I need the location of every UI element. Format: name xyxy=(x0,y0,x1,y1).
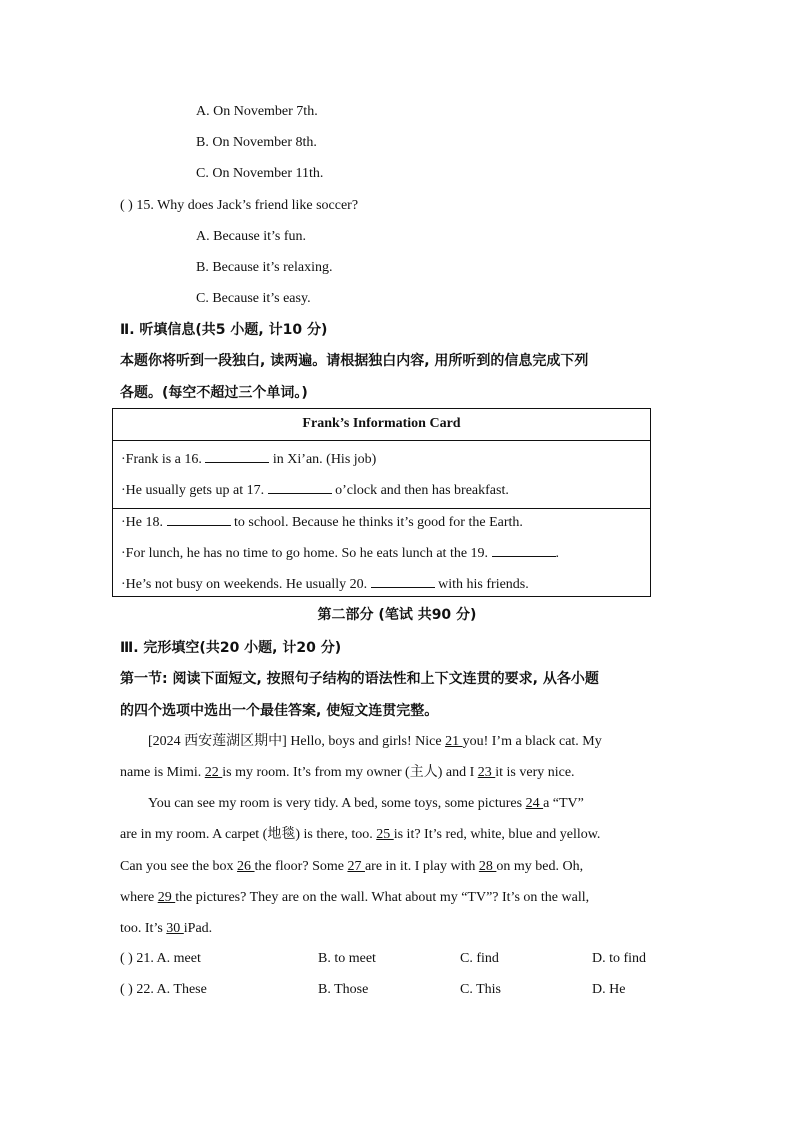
card-title: Frank’s Information Card xyxy=(302,416,461,431)
q22-option-d: D. He xyxy=(592,982,626,997)
q21-option-a: ( ) 21. A. meet xyxy=(120,951,201,966)
section2-heading: Ⅱ. 听填信息(共5 小题, 计10 分) xyxy=(120,322,328,338)
blank-17[interactable] xyxy=(268,480,332,494)
gap-25: 25 xyxy=(376,827,394,842)
q21-option-d: D. to find xyxy=(592,951,647,966)
passage-line-2: name is Mimi. 22 is my room. It’s from my owner (主人) and I 23 it is very nice. xyxy=(120,765,575,780)
gap-28: 28 xyxy=(478,859,497,874)
gap-24: 24 xyxy=(525,796,544,811)
gap-29: 29 xyxy=(157,890,176,905)
gap-27: 27 xyxy=(347,859,365,874)
q14-option-c: C. On November 11th. xyxy=(196,166,324,181)
blank-18[interactable] xyxy=(167,512,231,526)
passage-line-1: [2024 西安莲湖区期中] Hello, boys and girls! Nice 21 you! I’m a black cat. My xyxy=(148,734,602,749)
q22-option-c: C. This xyxy=(460,982,501,997)
section2-instruction: 本题你将听到一段独白, 读两遍。请根据独白内容, 用所听到的信息完成下列 xyxy=(120,353,589,369)
q22-option-b: B. Those xyxy=(318,982,369,997)
q15-question: ( ) 15. Why does Jack’s friend like soccer? xyxy=(120,198,359,213)
section3-instruction: 第一节: 阅读下面短文, 按照句子结构的语法性和上下文连贯的要求, 从各小题 xyxy=(120,671,599,687)
passage-line-3: You can see my room is very tidy. A bed, some toys, some pictures 24 a “TV” xyxy=(148,796,584,811)
q14-option-b: B. On November 8th. xyxy=(196,135,317,150)
card-row-18: ·He 18. to school. Because he thinks it’s good for the Earth. xyxy=(121,512,523,532)
q15-option-b: B. Because it’s relaxing. xyxy=(196,260,333,275)
q21-option-c: C. find xyxy=(460,951,499,966)
passage-line-6: where 29 the pictures? They are on the wall. What about my “TV”? It’s on the wall, xyxy=(120,890,590,905)
blank-19[interactable] xyxy=(492,543,556,557)
gap-21: 21 xyxy=(445,734,463,749)
blank-16[interactable] xyxy=(205,449,269,463)
card-row-20: ·He’s not busy on weekends. He usually 20. with his friends. xyxy=(121,574,529,594)
gap-23: 23 xyxy=(477,765,496,780)
card-row-16: ·Frank is a 16. in Xi’an. (His job) xyxy=(121,449,376,469)
passage-line-5: Can you see the box 26 the floor? Some 27 are in it. I play with 28 on my bed. Oh, xyxy=(120,859,584,874)
gap-26: 26 xyxy=(237,859,255,874)
q21-option-b: B. to meet xyxy=(318,951,376,966)
passage-line-4: are in my room. A carpet (地毯) is there, too. 25 is it? It’s red, white, blue and yellow. xyxy=(120,827,601,842)
info-card xyxy=(112,408,651,597)
blank-20[interactable] xyxy=(371,574,435,588)
q15-option-c: C. Because it’s easy. xyxy=(196,291,311,306)
passage-line-7: too. It’s 30 iPad. xyxy=(120,921,213,936)
card-row-19: ·For lunch, he has no time to go home. So he eats lunch at the 19. . xyxy=(121,543,559,563)
gap-30: 30 xyxy=(166,921,184,936)
part2-heading: 第二部分 (笔试 共90 分) xyxy=(317,607,477,623)
q14-option-a: A. On November 7th. xyxy=(196,104,318,119)
section3-heading: Ⅲ. 完形填空(共20 小题, 计20 分) xyxy=(120,640,342,656)
section2-instruction-cont: 各题。(每空不超过三个单词。) xyxy=(120,385,308,401)
gap-22: 22 xyxy=(204,765,223,780)
q15-option-a: A. Because it’s fun. xyxy=(196,229,307,244)
card-row-17: ·He usually gets up at 17. o’clock and then has breakfast. xyxy=(121,480,509,500)
section3-instruction-cont: 的四个选项中选出一个最佳答案, 使短文连贯完整。 xyxy=(120,703,439,719)
q22-option-a: ( ) 22. A. These xyxy=(120,982,207,997)
